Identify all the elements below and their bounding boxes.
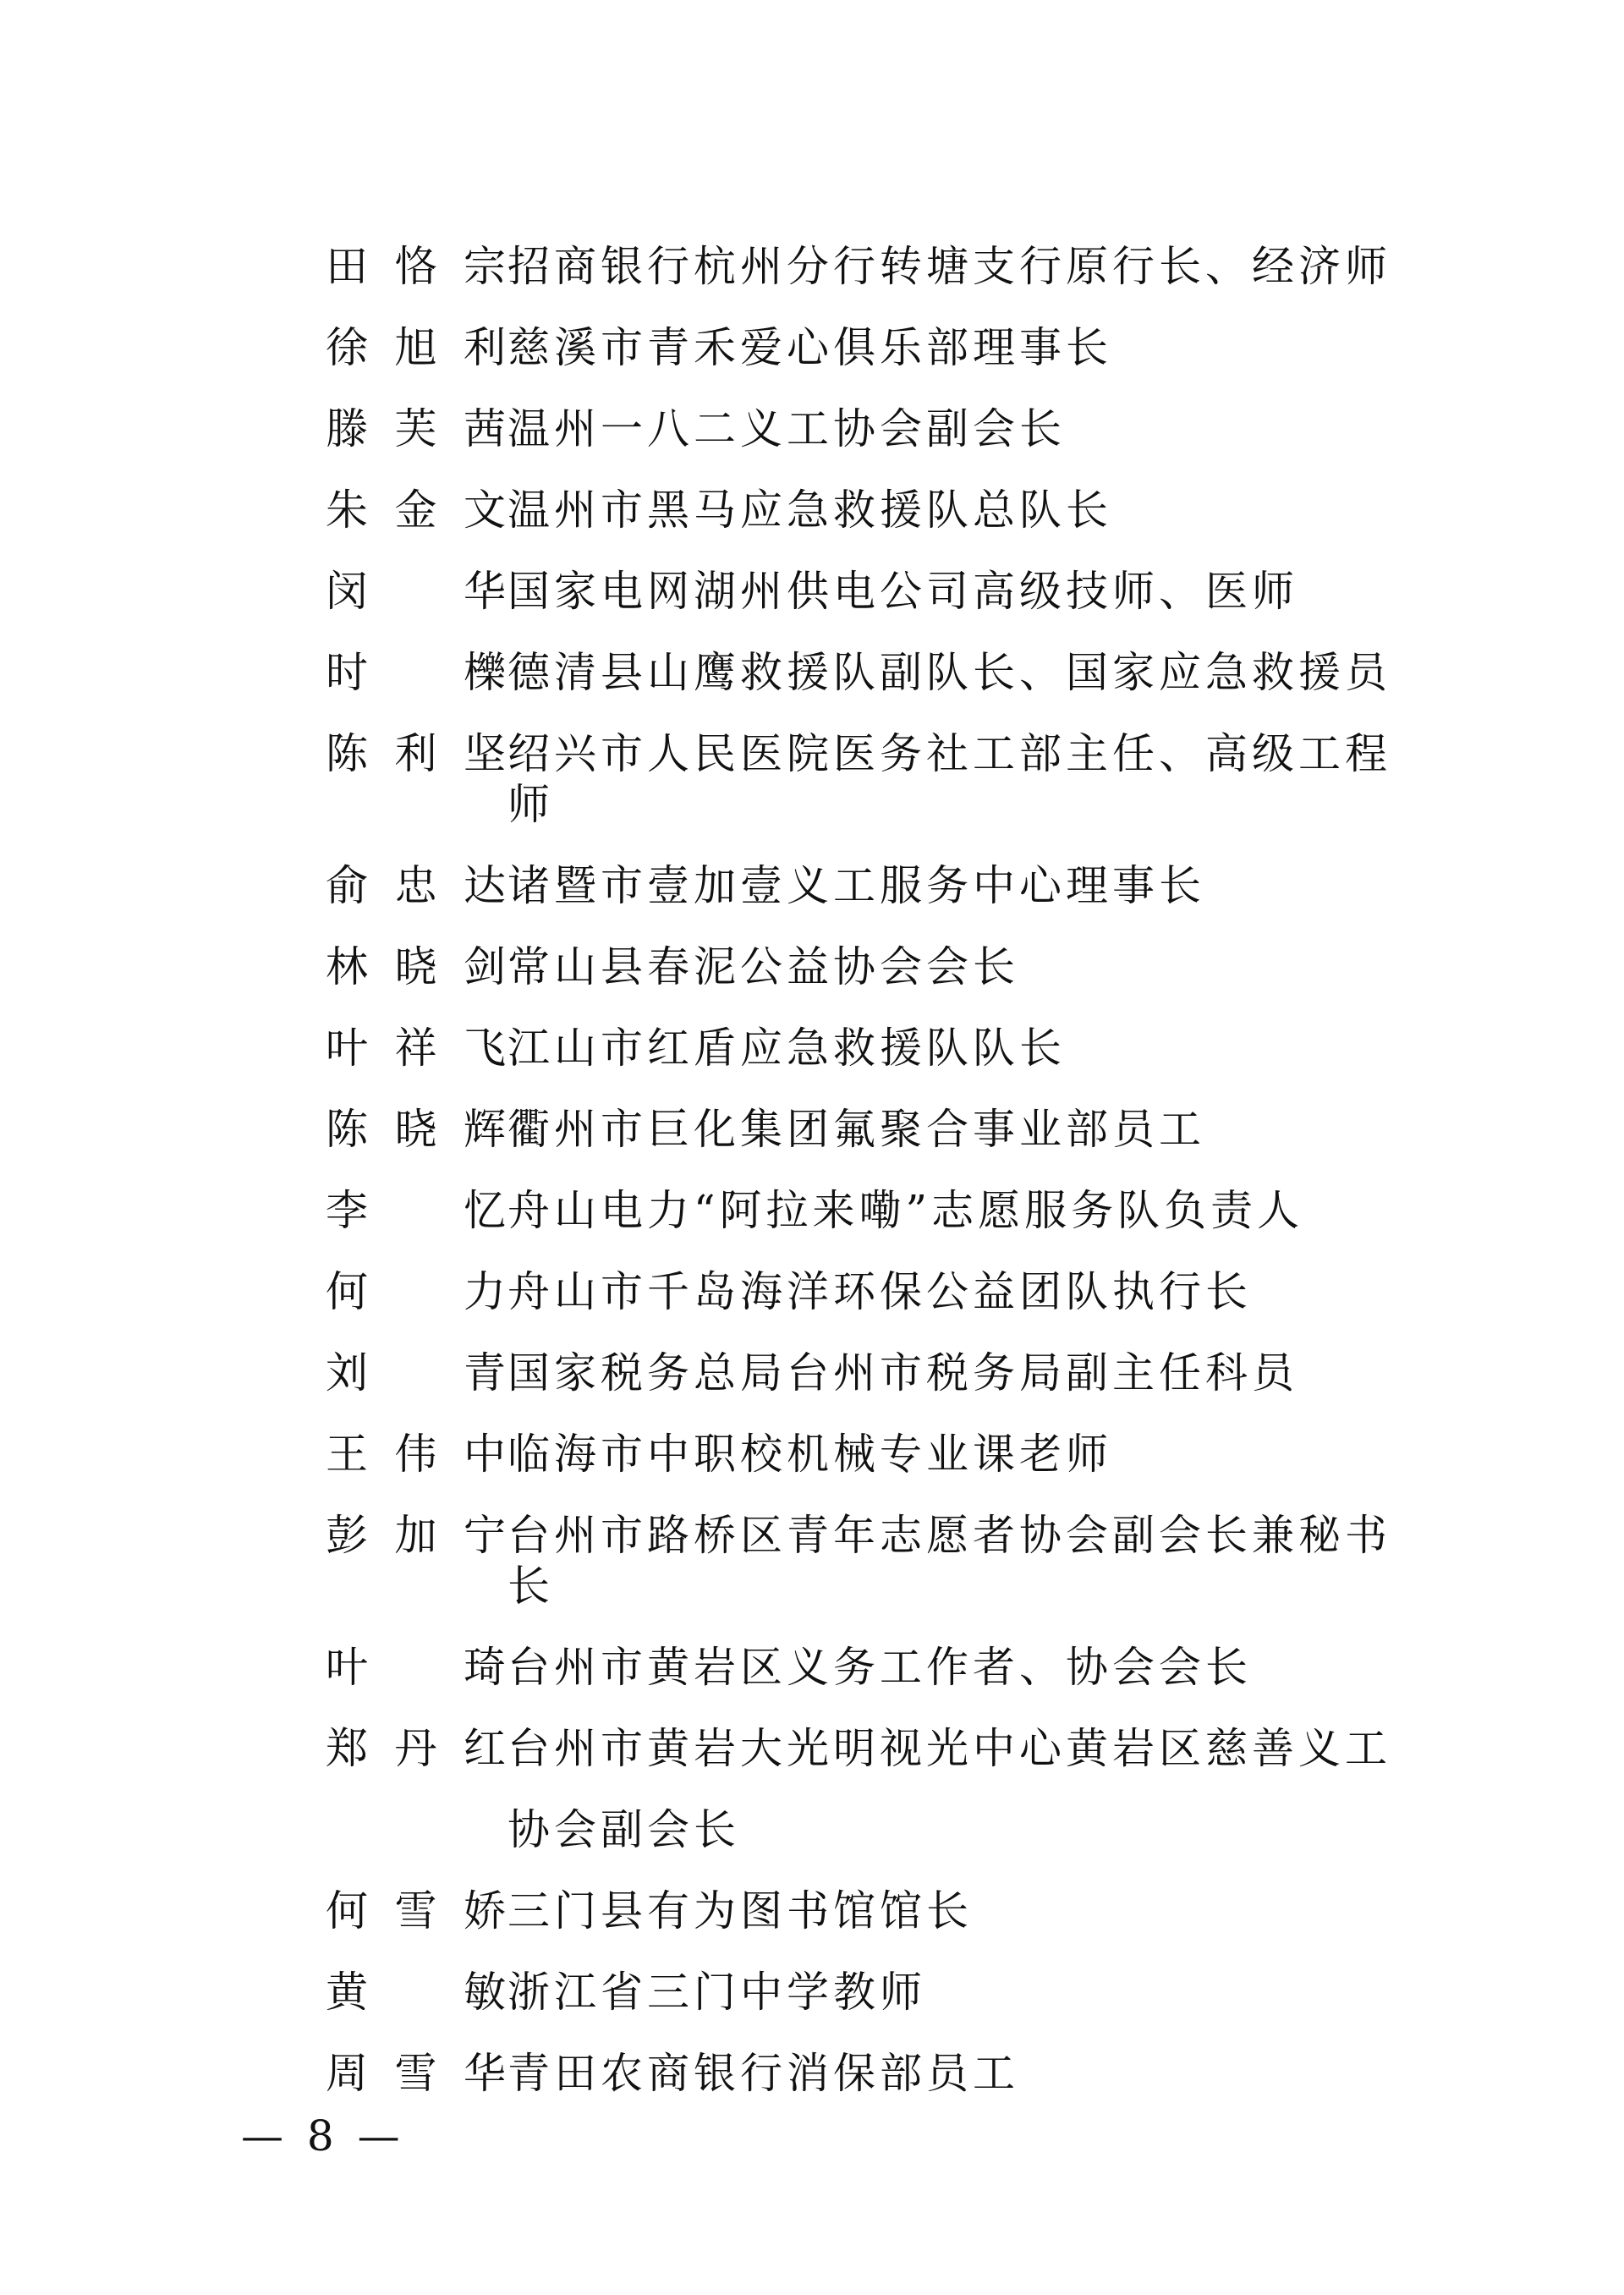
person-title: 德清县山鹰救援队副队长、国家应急救援员 [508, 648, 1391, 697]
person-title: 国家电网湖州供电公司高级技师、医师 [508, 567, 1298, 616]
list-item [326, 1429, 1442, 1480]
person-name: 俞忠达 [326, 861, 508, 910]
list-item [326, 647, 1442, 698]
list-item [326, 485, 1442, 535]
list-item [326, 566, 1442, 617]
person-name: 彭加宁 [326, 1511, 508, 1560]
list-item [326, 322, 1442, 373]
list-item [326, 1348, 1442, 1398]
person-name: 周雪华 [326, 2049, 508, 2098]
person-name: 闵华 [326, 567, 508, 616]
person-name: 黄敏 [326, 1968, 508, 2017]
person-title: 温州市黑马应急救援队总队长 [508, 486, 1112, 535]
person-title: 台州市路桥区青年志愿者协会副会长兼秘书长 [508, 1511, 1391, 1611]
person-title: 国家税务总局台州市税务局副主任科员 [508, 1348, 1298, 1397]
person-name: 叶琦 [326, 1643, 508, 1692]
list-item [326, 1510, 1442, 1611]
person-name: 王伟中 [326, 1430, 508, 1479]
person-name: 朱金文 [326, 486, 508, 535]
person-title: 舟山市千岛海洋环保公益团队执行长 [508, 1267, 1252, 1316]
person-name: 田恪宗 [326, 242, 508, 291]
person-title: 招商银行杭州分行转塘支行原行长、经济师 [508, 242, 1391, 291]
person-name: 何力 [326, 1267, 508, 1316]
list-item [326, 1185, 1442, 1236]
person-name: 陈利坚 [326, 729, 508, 778]
person-name: 何雪娇 [326, 1886, 508, 1935]
person-name: 叶祥飞 [326, 1024, 508, 1073]
person-title: 绍兴市人民医院医务社工部主任、高级工程师 [508, 729, 1391, 829]
list-item [326, 404, 1442, 454]
person-title: 常山县春泥公益协会会长 [508, 942, 1019, 991]
person-name: 林晓剑 [326, 942, 508, 991]
list-item [326, 1723, 1442, 1855]
person-title: 诸暨市壹加壹义工服务中心理事长 [508, 861, 1205, 910]
person-name: 滕芙茜 [326, 404, 508, 453]
page-number: — 8 — [241, 2111, 405, 2160]
person-name: 时櫟 [326, 648, 508, 697]
person-name: 刘青 [326, 1348, 508, 1397]
list-item [326, 1104, 1442, 1155]
list-item [326, 2048, 1442, 2099]
person-name: 李忆 [326, 1186, 508, 1235]
person-title: 慈溪市青禾爱心俱乐部理事长 [508, 323, 1112, 372]
person-title: 舟山电力“阿拉来嘞”志愿服务队负责人 [508, 1186, 1304, 1235]
person-title: 台州市黄岩区义务工作者、协会会长 [508, 1643, 1252, 1692]
list-item [326, 860, 1442, 911]
person-title: 衢州市巨化集团氟聚合事业部员工 [508, 1105, 1205, 1154]
person-name: 陈晓辉 [326, 1105, 508, 1154]
person-title [508, 1723, 1417, 1855]
person-title-line2: 协会副会长 [508, 1805, 740, 1854]
person-title: 青田农商银行消保部员工 [508, 2049, 1019, 2098]
list-item [326, 241, 1442, 292]
person-title: 临海市中职校机械专业课老师 [508, 1430, 1112, 1479]
list-item [326, 1886, 1442, 1936]
person-title-line1: 台州市黄岩大光明视光中心黄岩区慈善义工 [508, 1724, 1391, 1773]
person-title: 浙江省三门中学教师 [508, 1968, 926, 2017]
person-title: 江山市红盾应急救援队队长 [508, 1024, 1066, 1073]
list-item [326, 728, 1442, 830]
list-item [326, 1642, 1442, 1693]
list-item [326, 942, 1442, 992]
list-item [326, 1266, 1442, 1317]
list-item [326, 1023, 1442, 1073]
person-title: 三门县有为图书馆馆长 [508, 1886, 973, 1935]
honoree-list [326, 241, 1442, 2129]
list-item [326, 1967, 1442, 2018]
person-name: 徐旭利 [326, 323, 508, 372]
person-name: 郑丹红 [326, 1724, 508, 1773]
person-title: 温州一八二义工协会副会长 [508, 404, 1066, 453]
